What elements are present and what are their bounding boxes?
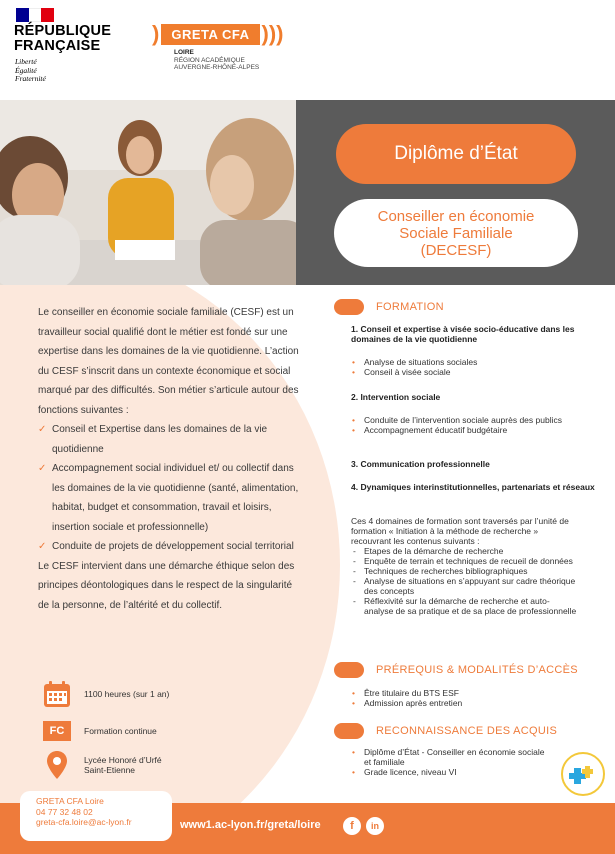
ethics-paragraph: Le CESF intervient dans une démarche éthique selon des principes déontologiques dans le respect de la singularité de la personne, de l’altérité et du collectif. <box>38 560 295 611</box>
list-item: - Réflexivité sur la démarche de recherche et auto-analyse de sa pratique et de sa place de professionnelle <box>351 596 577 616</box>
list-item: ✓ Conduite de projets de développement social territorial <box>38 537 300 557</box>
list-item: ✓ Conseil et Expertise dans les domaines de la vie quotidienne <box>38 420 300 459</box>
list-item: • Conseil à visée sociale <box>351 367 601 377</box>
list-item: - Techniques de recherches bibliographiques <box>351 566 577 576</box>
list-item: - Analyse de situations en s’appuyant sur cadre théorique des concepts <box>351 576 577 596</box>
website-link[interactable]: www1.ac-lyon.fr/greta/loire <box>180 819 321 831</box>
rf-motto: Liberté Égalité Fraternité <box>15 57 46 83</box>
diplome-badge: Diplôme d’État <box>336 124 576 184</box>
list-item: • Analyse de situations sociales <box>351 357 601 367</box>
list-item: - Etapes de la démarche de recherche <box>351 546 577 556</box>
course-title: Conseiller en économie Sociale Familiale (DECESF) <box>334 199 578 267</box>
location-pin-icon <box>42 750 72 780</box>
list-item: • Accompagnement éducatif budgétaire <box>351 425 601 435</box>
location-row: Lycée Honoré d’Urfé Saint-Etienne <box>42 750 162 780</box>
email-link[interactable]: greta-cfa.loire@ac-lyon.fr <box>36 817 132 827</box>
fc-badge: FC <box>43 721 71 741</box>
reconnaissance-list <box>351 747 551 777</box>
calendar-icon <box>42 679 72 709</box>
intro-text <box>38 303 300 615</box>
formation-block-2: 2. Intervention sociale • Conduite de l’intervention sociale auprès des publics • Accompagnement éducatif budgétaire <box>351 392 601 435</box>
list-item: - Enquête de terrain et techniques de recueil de données <box>351 556 577 566</box>
transversal-unit: Ces 4 domaines de formation sont traversés par l’unité de formation « Initiation à la méthode de recherche » recouvrant les contenus suivants : - Etapes de la démarche de recherche - Enquête de terrain et techniques de recueil de données - Techniques de recherches bibliographiques - Analyse de situations en s’appuyant sur cadre théorique des concepts - Réflexivité sur la démarche de recherche et auto-analyse de sa pratique et de sa place de professionnelle <box>351 516 577 616</box>
republique-francaise-logo: RÉPUBLIQUE FRANÇAISE <box>14 23 112 54</box>
region-logo <box>561 752 605 796</box>
list-item: • Grade licence, niveau VI <box>351 767 551 777</box>
marianne-flag-icon <box>16 8 54 22</box>
header <box>0 0 615 100</box>
people-meeting-illustration <box>0 100 296 285</box>
formation-block-4: 4. Dynamiques interinstitutionnelles, partenariats et réseaux <box>351 482 595 492</box>
formation-heading: FORMATION <box>334 299 444 315</box>
facebook-icon[interactable]: f <box>343 817 361 835</box>
formation-row: FC Formation continue <box>42 716 157 746</box>
contact-card: GRETA CFA Loire 04 77 32 48 02 greta-cfa.loire@ac-lyon.fr <box>20 791 172 841</box>
linkedin-icon[interactable]: in <box>366 817 384 835</box>
formation-block-3: 3. Communication professionnelle <box>351 459 490 469</box>
hours-row: 1100 heures (sur 1 an) <box>42 679 169 709</box>
functions-list <box>38 420 300 557</box>
phone-number[interactable]: 04 77 32 48 02 <box>36 806 93 817</box>
list-item: ✓ Accompagnement social individuel et/ ou collectif dans les domaines de la vie quotidienne (santé, alimentation, habitat, budget et consommation, travail et loisirs, insertion sociale et professionnelle) <box>38 459 300 537</box>
reconnaissance-heading: RECONNAISSANCE DES ACQUIS <box>334 723 557 739</box>
list-item: • Conduite de l’intervention sociale auprès des publics <box>351 415 601 425</box>
prerequis-list <box>351 688 601 708</box>
prerequis-heading: PRÉREQUIS & MODALITÉS D’ACCÈS <box>334 662 578 678</box>
list-item: • Être titulaire du BTS ESF <box>351 688 601 698</box>
formation-block-1: 1. Conseil et expertise à visée socio-éducative dans les domaines de la vie quotidienne • Analyse de situations sociales • Conseil à visée sociale <box>351 324 601 377</box>
greta-cfa-logo: ) GRETA CFA ))) LOIRE RÉGION ACADÉMIQUE AUVERGNE-RHÔNE-ALPES <box>152 21 284 71</box>
list-item: • Admission après entretien <box>351 698 601 708</box>
header-photo <box>0 100 296 285</box>
intro-paragraph: Le conseiller en économie sociale familiale (CESF) est un travailleur social qualifié dont le métier est fondé sur une expertise dans les domaines de la vie quotidienne. L’action du CESF s’inscrit dans un contexte économique et social marqué par des difficultés. Son métier s’articule autour des fonctions suivantes : <box>38 307 299 416</box>
list-item: • Diplôme d’État - Conseiller en économie sociale et familiale <box>351 747 551 767</box>
